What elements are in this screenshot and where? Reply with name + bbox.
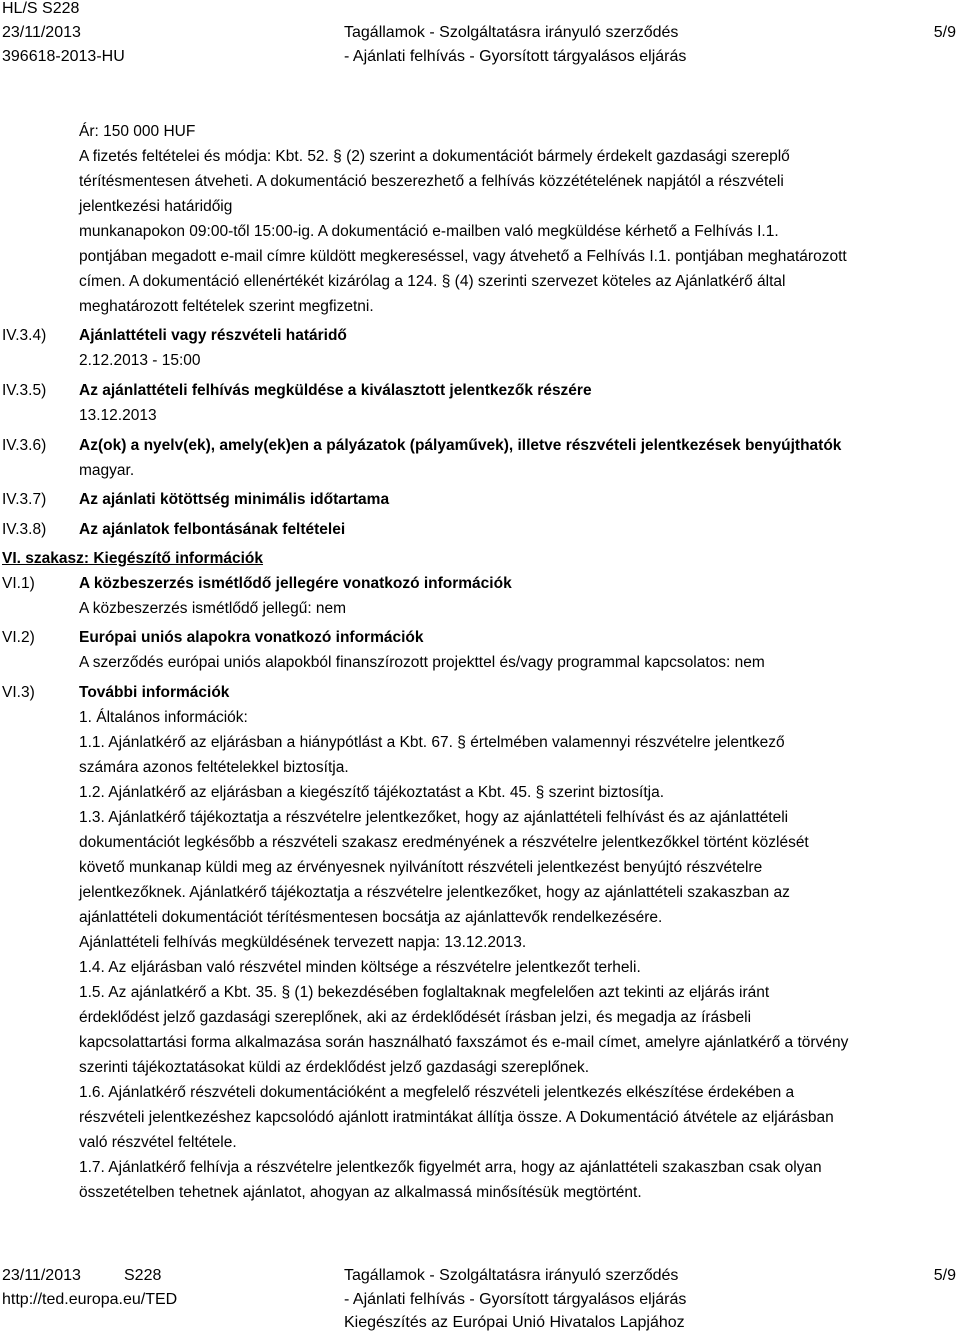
header-title-line2: - Ajánlati felhívás - Gyorsított tárgyalásos eljárás [344, 48, 687, 65]
footer-series: S228 [124, 1267, 162, 1284]
additional-info-line: 1.1. Ajánlatkérő az eljárásban a hiánypótlást a Kbt. 67. § értelmében valamennyi részvételre jelentkező [79, 734, 785, 751]
header-page-number: 5/9 [933, 24, 956, 41]
heading-minimum-period: Az ajánlati kötöttség minimális időtartama [79, 491, 390, 508]
header-title-line1: Tagállamok - Szolgáltatásra irányuló szerződés [344, 24, 679, 41]
additional-info-line: Ajánlattételi felhívás megküldésének tervezett napja: 13.12.2013. [79, 934, 527, 951]
eu-funds-value: A szerződés európai uniós alapokból finanszírozott projekttel és/vagy programmal kapcsolatos: nem [79, 654, 765, 671]
invitation-dispatch-value: 13.12.2013 [79, 407, 157, 424]
footer-title-line2: - Ajánlati felhívás - Gyorsított tárgyalásos eljárás [344, 1291, 687, 1308]
additional-info-line: 1.5. Az ajánlatkérő a Kbt. 35. § (1) bekezdésében foglaltaknak megfelelően azt tekinti az eljárás iránt [79, 984, 770, 1001]
payment-line: címen. A dokumentáció ellenértékét kizárólag a 124. § (4) szerinti szervezet köteles az Ajánlatkérő által [79, 273, 786, 290]
additional-info-line: 1.7. Ajánlatkérő felhívja a részvételre jelentkezők figyelmét arra, hogy az ajánlattételi szakaszban csak olyan [79, 1159, 822, 1176]
section-label-vi2: VI.2) [2, 629, 35, 646]
heading-languages: Az(ok) a nyelv(ek), amely(ek)en a pályázatok (pályaművek), illetve részvételi jelentkezések benyújthatók [79, 437, 842, 454]
heading-deadline: Ajánlattételi vagy részvételi határidő [79, 327, 347, 344]
payment-line: jelentkezési határidőig [79, 198, 233, 215]
additional-info-line: 1.6. Ajánlatkérő részvételi dokumentációként a megfelelő részvételi jelentkezés elkészítése érdekében a [79, 1084, 795, 1101]
additional-info-line: 1.4. Az eljárásban való részvétel minden költsége a részvételre jelentkezőt terheli. [79, 959, 641, 976]
languages-value: magyar. [79, 462, 135, 479]
footer-url-link[interactable]: http://ted.europa.eu/TED [2, 1291, 178, 1308]
section-label-vi3: VI.3) [2, 684, 35, 701]
additional-info-line: összetételben tehetnek ajánlatot, ahogyan az alkalmassá minősítésük megtörtént. [79, 1184, 642, 1201]
payment-line: A fizetés feltételei és módja: Kbt. 52. § (2) szerint a dokumentációt bármely érdekelt gazdasági szereplő [79, 148, 790, 165]
additional-info-line: követő munkanap küldi meg az érvényesnek nyilvánított részvételi jelentkezést benyújtó részvételre [79, 859, 763, 876]
additional-info-line: 1.2. Ajánlatkérő az eljárásban a kiegészítő tájékoztatást a Kbt. 45. § szerint biztosítja. [79, 784, 665, 801]
section-label-iv37: IV.3.7) [2, 491, 47, 508]
header-date: 23/11/2013 [2, 24, 81, 41]
payment-line: pontjában megadott e-mail címre küldött megkereséssel, vagy átvehető a Felhívás I.1. pontjában meghatározott [79, 248, 847, 265]
page-header [0, 0, 960, 78]
recurrence-value: A közbeszerzés ismétlődő jellegű: nem [79, 600, 347, 617]
section-label-iv35: IV.3.5) [2, 382, 47, 399]
footer-title-line1: Tagállamok - Szolgáltatásra irányuló szerződés [344, 1267, 679, 1284]
additional-info-line: való részvétel feltétele. [79, 1134, 237, 1151]
footer-page-number: 5/9 [933, 1267, 956, 1284]
heading-eu-funds: Európai uniós alapokra vonatkozó információk [79, 629, 424, 646]
payment-line: munkanapokon 09:00-től 15:00-ig. A dokumentáció e-mailben való megküldése kérhető a Felhívás I.1. [79, 223, 779, 240]
footer-title-line3: Kiegészítés az Európai Unió Hivatalos Lapjához [344, 1314, 685, 1331]
additional-info-line: számára azonos feltételekkel biztosítja. [79, 759, 349, 776]
footer-date: 23/11/2013 [2, 1267, 81, 1284]
additional-info-line: szerinti tájékoztatásokat küldi az érdeklődést jelző gazdasági szereplőnek. [79, 1059, 590, 1076]
additional-info-line: kapcsolattartási forma alkalmazása során használható faxszámot és e-mail címet, amelyre ajánlatkérő a törvény [79, 1034, 849, 1051]
payment-line: térítésmentesen átveheti. A dokumentáció beszerezhető a felhívás közzétételének napjától a részvételi [79, 173, 784, 190]
section-label-vi1: VI.1) [2, 575, 35, 592]
heading-invitation-dispatch: Az ajánlattételi felhívás megküldése a kiválasztott jelentkezők részére [79, 382, 592, 399]
deadline-value: 2.12.2013 - 15:00 [79, 352, 201, 369]
section-label-iv38: IV.3.8) [2, 521, 47, 538]
heading-additional-info: További információk [79, 684, 230, 701]
additional-info-line: részvételi jelentkezéshez kapcsolódó ajánlott iratmintákat állítja össze. A Dokumentáció átvétele az eljárásban [79, 1109, 834, 1126]
additional-info-line: ajánlattételi dokumentációt térítésmentesen bocsátja az ajánlattevők rendelkezésére. [79, 909, 663, 926]
additional-info-line: dokumentációt legkésőbb a részvételi szakasz eredményének a részvételre jelentkezőkkel történt közlését [79, 834, 809, 851]
price-line: Ár: 150 000 HUF [79, 123, 196, 140]
heading-opening-conditions: Az ajánlatok felbontásának feltételei [79, 521, 346, 538]
doc-id: HL/S S228 [2, 0, 80, 17]
heading-recurrence: A közbeszerzés ismétlődő jellegére vonatkozó információk [79, 575, 512, 592]
additional-info-line: 1. Általános információk: [79, 709, 248, 726]
additional-info-line: jelentkezőknek. Ajánlatkérő tájékoztatja a részvételre jelentkezőket, hogy az ajánlattételi szakaszban az [79, 884, 790, 901]
section-label-iv34: IV.3.4) [2, 327, 47, 344]
additional-info-line: 1.3. Ajánlatkérő tájékoztatja a részvételre jelentkezőket, hogy az ajánlattételi felhívást és az ajánlattételi [79, 809, 789, 826]
notice-number: 396618-2013-HU [2, 48, 125, 65]
section-vi-title: VI. szakasz: Kiegészítő információk [2, 550, 264, 567]
payment-line: meghatározott feltételek szerint megfizetni. [79, 298, 374, 315]
section-label-iv36: IV.3.6) [2, 437, 47, 454]
additional-info-line: érdeklődést jelző gazdasági szereplőnek, aki az érdeklődését írásban jelzi, és megadja az írásbeli [79, 1009, 752, 1026]
